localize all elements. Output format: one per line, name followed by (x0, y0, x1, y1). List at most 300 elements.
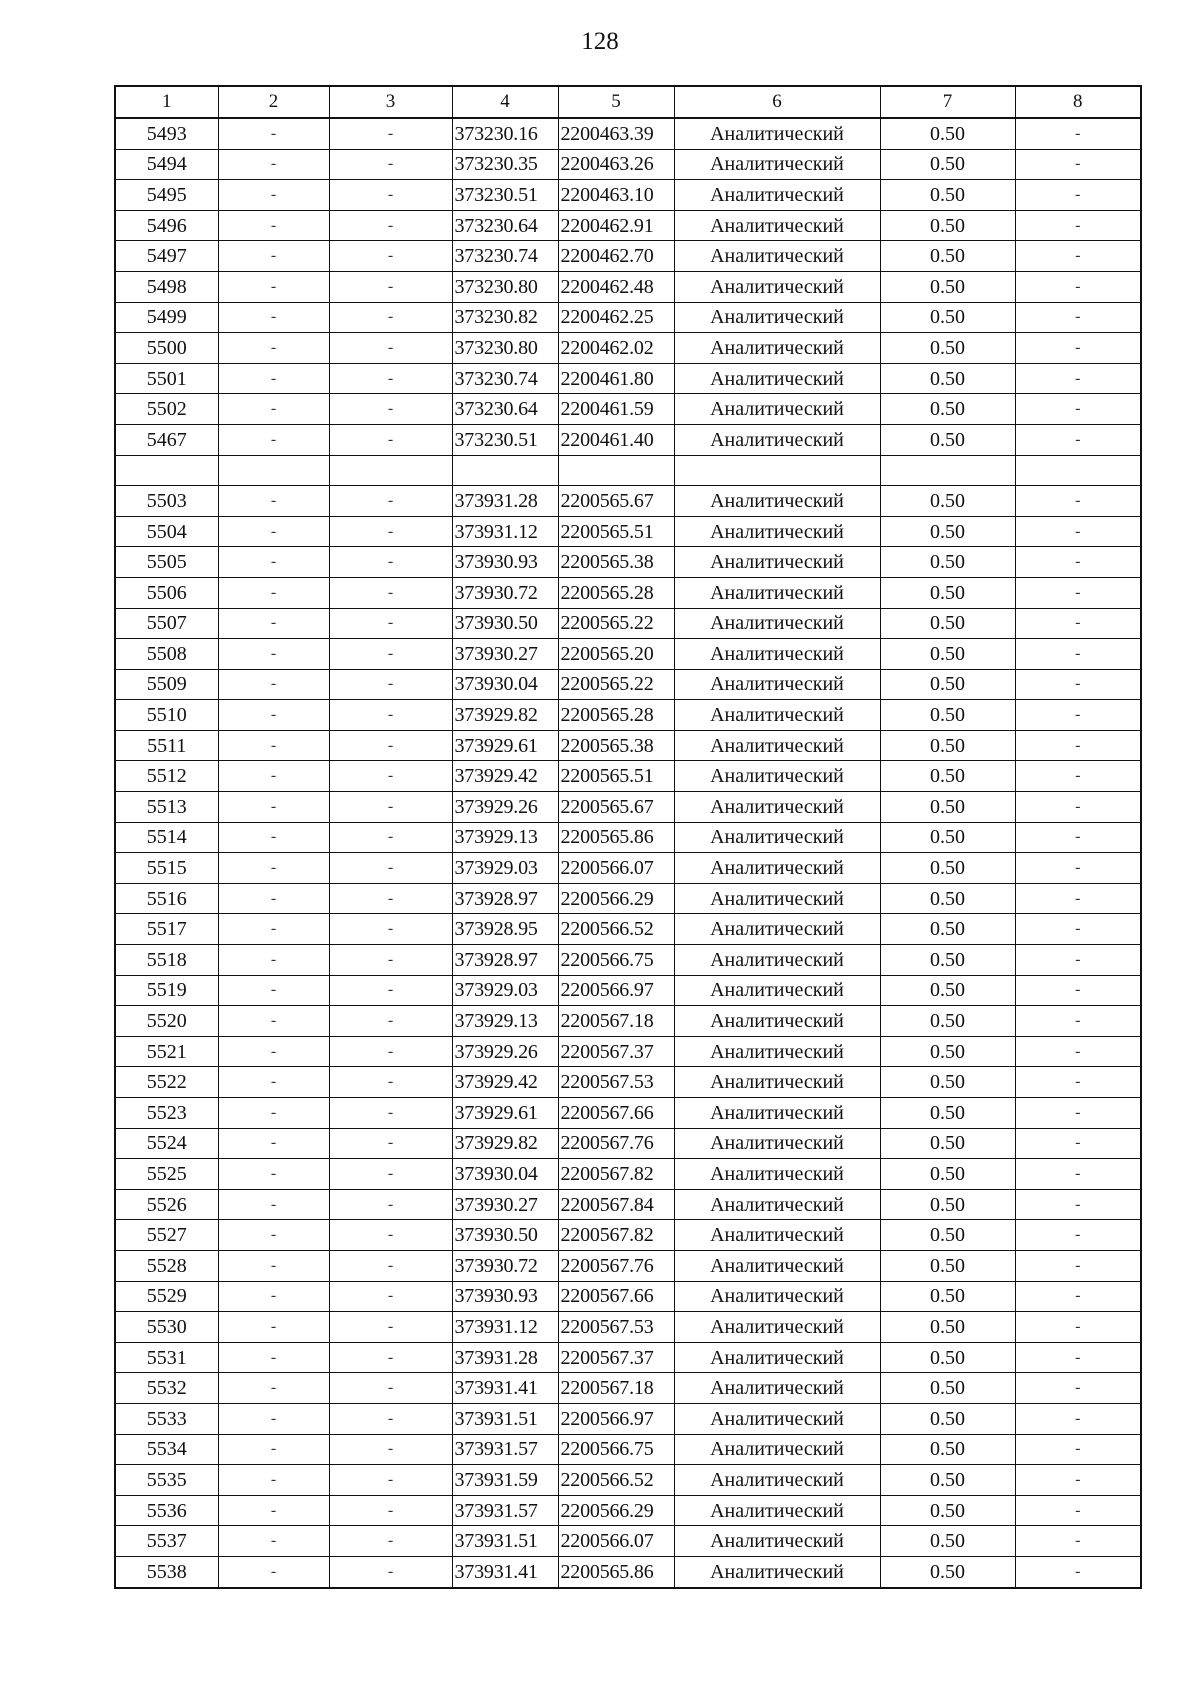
table-cell-col-2: - (218, 792, 329, 823)
table-cell-col-3: - (329, 118, 452, 149)
table-cell-col-4: 373928.97 (452, 945, 558, 976)
table-cell-col-3: - (329, 608, 452, 639)
table-cell-col-2: - (218, 333, 329, 364)
table-cell-col-7: 0.50 (880, 669, 1015, 700)
table-cell-col-1: 5534 (115, 1434, 218, 1465)
table-cell-col-3: - (329, 577, 452, 608)
table-cell-col-8: - (1015, 761, 1141, 792)
table-cell-col-8: - (1015, 1556, 1141, 1587)
table-cell-col-3: - (329, 1098, 452, 1129)
table-cell-col-5: 2200565.22 (558, 608, 674, 639)
table-cell-col-4: 373931.59 (452, 1465, 558, 1496)
table-cell-col-8: - (1015, 149, 1141, 180)
table-cell-col-2: - (218, 394, 329, 425)
table-cell-col-8: - (1015, 730, 1141, 761)
table-cell-col-7: 0.50 (880, 1373, 1015, 1404)
table-cell-col-8: - (1015, 180, 1141, 211)
table-cell-col-2: - (218, 271, 329, 302)
table-row (115, 853, 1141, 884)
table-cell-col-8: - (1015, 1189, 1141, 1220)
table-cell-col-6: Аналитический (674, 363, 880, 394)
table-cell-col-4: 373230.64 (452, 210, 558, 241)
table-row (115, 1067, 1141, 1098)
table-cell-col-4: 373230.80 (452, 333, 558, 364)
table-cell-col-7: 0.50 (880, 1403, 1015, 1434)
table-cell-col-3: - (329, 333, 452, 364)
table-cell-col-6: Аналитический (674, 639, 880, 670)
table-cell-col-5: 2200565.20 (558, 639, 674, 670)
table-cell-col-8: - (1015, 883, 1141, 914)
table-cell-col-5: 2200462.25 (558, 302, 674, 333)
table-cell-col-4: 373929.13 (452, 1006, 558, 1037)
table-row (115, 333, 1141, 364)
table-cell-col-7: 0.50 (880, 486, 1015, 517)
table-cell-col-8: - (1015, 1006, 1141, 1037)
table-cell-col-5: 2200461.80 (558, 363, 674, 394)
table-cell-col-4: 373929.61 (452, 1098, 558, 1129)
table-cell-col-4: 373930.27 (452, 639, 558, 670)
table-cell-col-1: 5533 (115, 1403, 218, 1434)
table-cell-col-3: - (329, 1220, 452, 1251)
table-cell-col-4: 373931.41 (452, 1373, 558, 1404)
table-cell-col-3: - (329, 1159, 452, 1190)
table-cell-col-5: 2200565.86 (558, 822, 674, 853)
table-cell-col-6: Аналитический (674, 883, 880, 914)
table-cell-col-5: 2200567.37 (558, 1342, 674, 1373)
table-cell-col-7: 0.50 (880, 1220, 1015, 1251)
table-cell-col-8: - (1015, 394, 1141, 425)
table-cell-col-2: - (218, 639, 329, 670)
table-row (115, 700, 1141, 731)
table-cell-col-4: 373931.51 (452, 1526, 558, 1557)
table-cell-col-7: 0.50 (880, 792, 1015, 823)
table-cell-col-3: - (329, 1312, 452, 1343)
table-cell-col-6: Аналитический (674, 792, 880, 823)
table-row (115, 1250, 1141, 1281)
table-row (115, 1465, 1141, 1496)
table-cell-col-2: - (218, 975, 329, 1006)
table-cell-col-4: 373929.03 (452, 975, 558, 1006)
table-cell-col-8: - (1015, 1159, 1141, 1190)
table-cell-col-5: 2200566.52 (558, 1465, 674, 1496)
table-cell-col-5: 2200567.84 (558, 1189, 674, 1220)
table-cell-col-1: 5516 (115, 883, 218, 914)
table-cell-col-7: 0.50 (880, 1250, 1015, 1281)
table-cell-col-1: 5535 (115, 1465, 218, 1496)
table-cell-col-3: - (329, 1403, 452, 1434)
table-cell-col-1: 5520 (115, 1006, 218, 1037)
table-cell-col-3: - (329, 1250, 452, 1281)
table-cell-col-8: - (1015, 1434, 1141, 1465)
table-cell-col-1: 5523 (115, 1098, 218, 1129)
table-cell-col-2: - (218, 914, 329, 945)
table-row (115, 577, 1141, 608)
table-cell-col-7: 0.50 (880, 1342, 1015, 1373)
table-cell-col-1: 5538 (115, 1556, 218, 1587)
table-cell-col-6: Аналитический (674, 853, 880, 884)
table-row (115, 639, 1141, 670)
table-cell-col-7: 0.50 (880, 730, 1015, 761)
table-cell-col-4: 373928.95 (452, 914, 558, 945)
table-row (115, 1128, 1141, 1159)
table-row (115, 1098, 1141, 1129)
table-cell-col-4: 373930.72 (452, 1250, 558, 1281)
table-cell-col-1: 5530 (115, 1312, 218, 1343)
table-cell-col-6: Аналитический (674, 333, 880, 364)
table-cell-col-2: - (218, 180, 329, 211)
table-cell-col-2: - (218, 577, 329, 608)
table-cell-col-7: 0.50 (880, 761, 1015, 792)
table-cell-col-4: 373930.04 (452, 669, 558, 700)
table-cell-col-2: - (218, 1281, 329, 1312)
table-cell-col-4: 373930.04 (452, 1159, 558, 1190)
table-cell-col-7: 0.50 (880, 608, 1015, 639)
table-cell-col-7: 0.50 (880, 1281, 1015, 1312)
table-cell-col-6: Аналитический (674, 118, 880, 149)
table-cell-col-4: 373929.03 (452, 853, 558, 884)
table-cell-col-1: 5500 (115, 333, 218, 364)
table-cell-col-6: Аналитический (674, 1098, 880, 1129)
table-cell-col-2: - (218, 883, 329, 914)
table-cell-col-4: 373931.57 (452, 1495, 558, 1526)
table-cell-col-8: - (1015, 1465, 1141, 1496)
table-cell-col-1 (115, 455, 218, 486)
table-cell-col-7: 0.50 (880, 180, 1015, 211)
table-cell-col-2: - (218, 1220, 329, 1251)
table-cell-col-8: - (1015, 1098, 1141, 1129)
table-cell-col-8: - (1015, 1036, 1141, 1067)
table-cell-col-7: 0.50 (880, 822, 1015, 853)
table-cell-col-5: 2200567.82 (558, 1220, 674, 1251)
table-cell-col-8: - (1015, 1495, 1141, 1526)
table-cell-col-3: - (329, 486, 452, 517)
table-row (115, 455, 1141, 486)
table-cell-col-5: 2200566.97 (558, 1403, 674, 1434)
table-cell-col-2: - (218, 241, 329, 272)
table-cell-col-3: - (329, 1556, 452, 1587)
table-cell-col-2: - (218, 118, 329, 149)
table-cell-col-6: Аналитический (674, 486, 880, 517)
table-cell-col-4: 373929.42 (452, 1067, 558, 1098)
table-cell-col-1: 5504 (115, 516, 218, 547)
table-row (115, 1220, 1141, 1251)
table-cell-col-1: 5502 (115, 394, 218, 425)
table-cell-col-6: Аналитический (674, 1556, 880, 1587)
table-cell-col-8: - (1015, 1067, 1141, 1098)
table-cell-col-4 (452, 455, 558, 486)
table-cell-col-3: - (329, 1128, 452, 1159)
table-cell-col-6: Аналитический (674, 761, 880, 792)
table-cell-col-4: 373929.13 (452, 822, 558, 853)
table-cell-col-2: - (218, 302, 329, 333)
column-header-6: 6 (674, 86, 880, 118)
table-cell-col-4: 373931.41 (452, 1556, 558, 1587)
table-cell-col-4: 373931.12 (452, 516, 558, 547)
table-cell-col-8: - (1015, 669, 1141, 700)
table-cell-col-2: - (218, 700, 329, 731)
table-cell-col-3: - (329, 516, 452, 547)
table-cell-col-1: 5512 (115, 761, 218, 792)
table-cell-col-5: 2200462.91 (558, 210, 674, 241)
table-cell-col-6: Аналитический (674, 1281, 880, 1312)
table-row (115, 149, 1141, 180)
table-cell-col-5: 2200567.18 (558, 1373, 674, 1404)
table-cell-col-5: 2200566.07 (558, 853, 674, 884)
table-cell-col-1: 5467 (115, 424, 218, 455)
table-cell-col-3: - (329, 639, 452, 670)
table-cell-col-2: - (218, 1128, 329, 1159)
table-cell-col-7: 0.50 (880, 577, 1015, 608)
table-row (115, 1189, 1141, 1220)
table-cell-col-3: - (329, 1465, 452, 1496)
table-row (115, 1006, 1141, 1037)
table-row (115, 1159, 1141, 1190)
table-cell-col-2: - (218, 1036, 329, 1067)
table-row (115, 1526, 1141, 1557)
table-cell-col-7: 0.50 (880, 1098, 1015, 1129)
table-cell-col-5: 2200463.39 (558, 118, 674, 149)
table-cell-col-4: 373929.61 (452, 730, 558, 761)
table-body (115, 118, 1141, 1588)
table-cell-col-8: - (1015, 577, 1141, 608)
table-cell-col-6: Аналитический (674, 975, 880, 1006)
table-cell-col-6: Аналитический (674, 1067, 880, 1098)
table-cell-col-5: 2200566.07 (558, 1526, 674, 1557)
table-cell-col-7: 0.50 (880, 241, 1015, 272)
table-cell-col-6: Аналитический (674, 1006, 880, 1037)
table-cell-col-2: - (218, 486, 329, 517)
table-cell-col-8: - (1015, 914, 1141, 945)
table-cell-col-2: - (218, 1403, 329, 1434)
table-cell-col-2: - (218, 149, 329, 180)
table-row (115, 210, 1141, 241)
table-cell-col-1: 5521 (115, 1036, 218, 1067)
table-cell-col-1: 5505 (115, 547, 218, 578)
table-cell-col-5: 2200565.67 (558, 486, 674, 517)
table-row (115, 486, 1141, 517)
table-cell-col-1: 5527 (115, 1220, 218, 1251)
table-cell-col-7: 0.50 (880, 302, 1015, 333)
table-cell-col-3: - (329, 1495, 452, 1526)
table-row (115, 1556, 1141, 1587)
table-row (115, 302, 1141, 333)
table-row (115, 1342, 1141, 1373)
table-cell-col-5: 2200565.22 (558, 669, 674, 700)
table-cell-col-2: - (218, 363, 329, 394)
table-cell-col-8: - (1015, 792, 1141, 823)
table-cell-col-8 (1015, 455, 1141, 486)
table-cell-col-6: Аналитический (674, 1036, 880, 1067)
table-cell-col-3: - (329, 210, 452, 241)
table-cell-col-6: Аналитический (674, 1434, 880, 1465)
table-cell-col-8: - (1015, 118, 1141, 149)
table-cell-col-5: 2200565.67 (558, 792, 674, 823)
table-cell-col-5: 2200566.29 (558, 883, 674, 914)
table-cell-col-2: - (218, 1373, 329, 1404)
table-cell-col-2: - (218, 822, 329, 853)
table-row (115, 547, 1141, 578)
table-cell-col-5 (558, 455, 674, 486)
table-cell-col-2: - (218, 1556, 329, 1587)
table-cell-col-4: 373230.80 (452, 271, 558, 302)
column-header-8: 8 (1015, 86, 1141, 118)
table-cell-col-6: Аналитический (674, 1312, 880, 1343)
table-cell-col-5: 2200567.53 (558, 1312, 674, 1343)
table-cell-col-7: 0.50 (880, 639, 1015, 670)
column-header-2: 2 (218, 86, 329, 118)
table-cell-col-8: - (1015, 700, 1141, 731)
table-cell-col-7: 0.50 (880, 914, 1015, 945)
table-cell-col-7: 0.50 (880, 1526, 1015, 1557)
table-cell-col-7: 0.50 (880, 1189, 1015, 1220)
table-cell-col-3: - (329, 761, 452, 792)
table-cell-col-5: 2200461.59 (558, 394, 674, 425)
table-cell-col-5: 2200565.51 (558, 516, 674, 547)
table-cell-col-7: 0.50 (880, 363, 1015, 394)
table-row (115, 1434, 1141, 1465)
table-cell-col-7: 0.50 (880, 424, 1015, 455)
table-cell-col-4: 373929.26 (452, 1036, 558, 1067)
table-cell-col-2: - (218, 516, 329, 547)
table-cell-col-2: - (218, 1189, 329, 1220)
table-cell-col-1: 5522 (115, 1067, 218, 1098)
table-cell-col-3: - (329, 730, 452, 761)
table-cell-col-8: - (1015, 1128, 1141, 1159)
table-row (115, 1312, 1141, 1343)
table-cell-col-6: Аналитический (674, 914, 880, 945)
table-cell-col-8: - (1015, 1403, 1141, 1434)
table-cell-col-2: - (218, 1465, 329, 1496)
table-cell-col-8: - (1015, 424, 1141, 455)
table-cell-col-2: - (218, 761, 329, 792)
table-cell-col-1: 5501 (115, 363, 218, 394)
table-cell-col-4: 373230.82 (452, 302, 558, 333)
table-cell-col-8: - (1015, 1312, 1141, 1343)
table-row (115, 394, 1141, 425)
table-cell-col-8: - (1015, 608, 1141, 639)
table-cell-col-4: 373929.82 (452, 700, 558, 731)
table-row (115, 118, 1141, 149)
table-cell-col-7: 0.50 (880, 333, 1015, 364)
table-cell-col-5: 2200565.51 (558, 761, 674, 792)
table-cell-col-8: - (1015, 547, 1141, 578)
table-cell-col-6: Аналитический (674, 516, 880, 547)
table-header (115, 86, 1141, 118)
table-cell-col-7: 0.50 (880, 975, 1015, 1006)
table-cell-col-5: 2200566.97 (558, 975, 674, 1006)
table-cell-col-3: - (329, 424, 452, 455)
table-cell-col-6: Аналитический (674, 1373, 880, 1404)
table-cell-col-8: - (1015, 853, 1141, 884)
table-cell-col-3: - (329, 180, 452, 211)
table-cell-col-6: Аналитический (674, 577, 880, 608)
table-cell-col-6: Аналитический (674, 241, 880, 272)
table-cell-col-7: 0.50 (880, 883, 1015, 914)
table-cell-col-3: - (329, 1067, 452, 1098)
table-cell-col-5: 2200566.29 (558, 1495, 674, 1526)
table-cell-col-1: 5498 (115, 271, 218, 302)
table-cell-col-7: 0.50 (880, 394, 1015, 425)
table-cell-col-7: 0.50 (880, 853, 1015, 884)
table-cell-col-8: - (1015, 271, 1141, 302)
table-cell-col-6: Аналитический (674, 1526, 880, 1557)
table-cell-col-2: - (218, 945, 329, 976)
table-cell-col-1: 5525 (115, 1159, 218, 1190)
table-cell-col-1: 5528 (115, 1250, 218, 1281)
table-cell-col-3: - (329, 1281, 452, 1312)
table-cell-col-8: - (1015, 210, 1141, 241)
table-cell-col-5: 2200567.76 (558, 1128, 674, 1159)
table-cell-col-1: 5507 (115, 608, 218, 639)
table-cell-col-3: - (329, 363, 452, 394)
table-cell-col-7: 0.50 (880, 1465, 1015, 1496)
table-cell-col-3: - (329, 700, 452, 731)
table-cell-col-1: 5494 (115, 149, 218, 180)
table-row (115, 914, 1141, 945)
column-header-4: 4 (452, 86, 558, 118)
table-cell-col-6: Аналитический (674, 394, 880, 425)
table-cell-col-1: 5499 (115, 302, 218, 333)
table-cell-col-5: 2200461.40 (558, 424, 674, 455)
table-cell-col-8: - (1015, 975, 1141, 1006)
table-cell-col-7: 0.50 (880, 1036, 1015, 1067)
table-cell-col-2: - (218, 547, 329, 578)
table-cell-col-1: 5513 (115, 792, 218, 823)
table-cell-col-7 (880, 455, 1015, 486)
table-cell-col-8: - (1015, 363, 1141, 394)
table-cell-col-7: 0.50 (880, 516, 1015, 547)
table-cell-col-6 (674, 455, 880, 486)
table-cell-col-6: Аналитический (674, 1159, 880, 1190)
table-cell-col-6: Аналитический (674, 547, 880, 578)
table-cell-col-6: Аналитический (674, 945, 880, 976)
table-cell-col-6: Аналитический (674, 1220, 880, 1251)
table-cell-col-1: 5532 (115, 1373, 218, 1404)
table-cell-col-3: - (329, 975, 452, 1006)
table-row (115, 241, 1141, 272)
table-row (115, 608, 1141, 639)
page-number: 128 (581, 28, 619, 55)
table-cell-col-5: 2200567.66 (558, 1281, 674, 1312)
table-cell-col-1: 5517 (115, 914, 218, 945)
table-cell-col-5: 2200566.52 (558, 914, 674, 945)
table-row (115, 363, 1141, 394)
table-cell-col-7: 0.50 (880, 945, 1015, 976)
table-cell-col-3: - (329, 792, 452, 823)
table-row (115, 730, 1141, 761)
table-cell-col-1: 5526 (115, 1189, 218, 1220)
table-cell-col-5: 2200567.18 (558, 1006, 674, 1037)
table-cell-col-7: 0.50 (880, 1556, 1015, 1587)
table-cell-col-1: 5529 (115, 1281, 218, 1312)
table-cell-col-6: Аналитический (674, 424, 880, 455)
table-cell-col-8: - (1015, 486, 1141, 517)
table-cell-col-5: 2200566.75 (558, 1434, 674, 1465)
table-cell-col-4: 373230.51 (452, 180, 558, 211)
table-cell-col-2: - (218, 1312, 329, 1343)
table-cell-col-8: - (1015, 822, 1141, 853)
table-cell-col-3: - (329, 271, 452, 302)
table-cell-col-3: - (329, 822, 452, 853)
table-cell-col-5: 2200565.38 (558, 547, 674, 578)
table-cell-col-6: Аналитический (674, 669, 880, 700)
table-row (115, 792, 1141, 823)
table-cell-col-2: - (218, 853, 329, 884)
table-row (115, 1373, 1141, 1404)
table-cell-col-7: 0.50 (880, 210, 1015, 241)
table-cell-col-5: 2200567.37 (558, 1036, 674, 1067)
table-cell-col-3: - (329, 883, 452, 914)
